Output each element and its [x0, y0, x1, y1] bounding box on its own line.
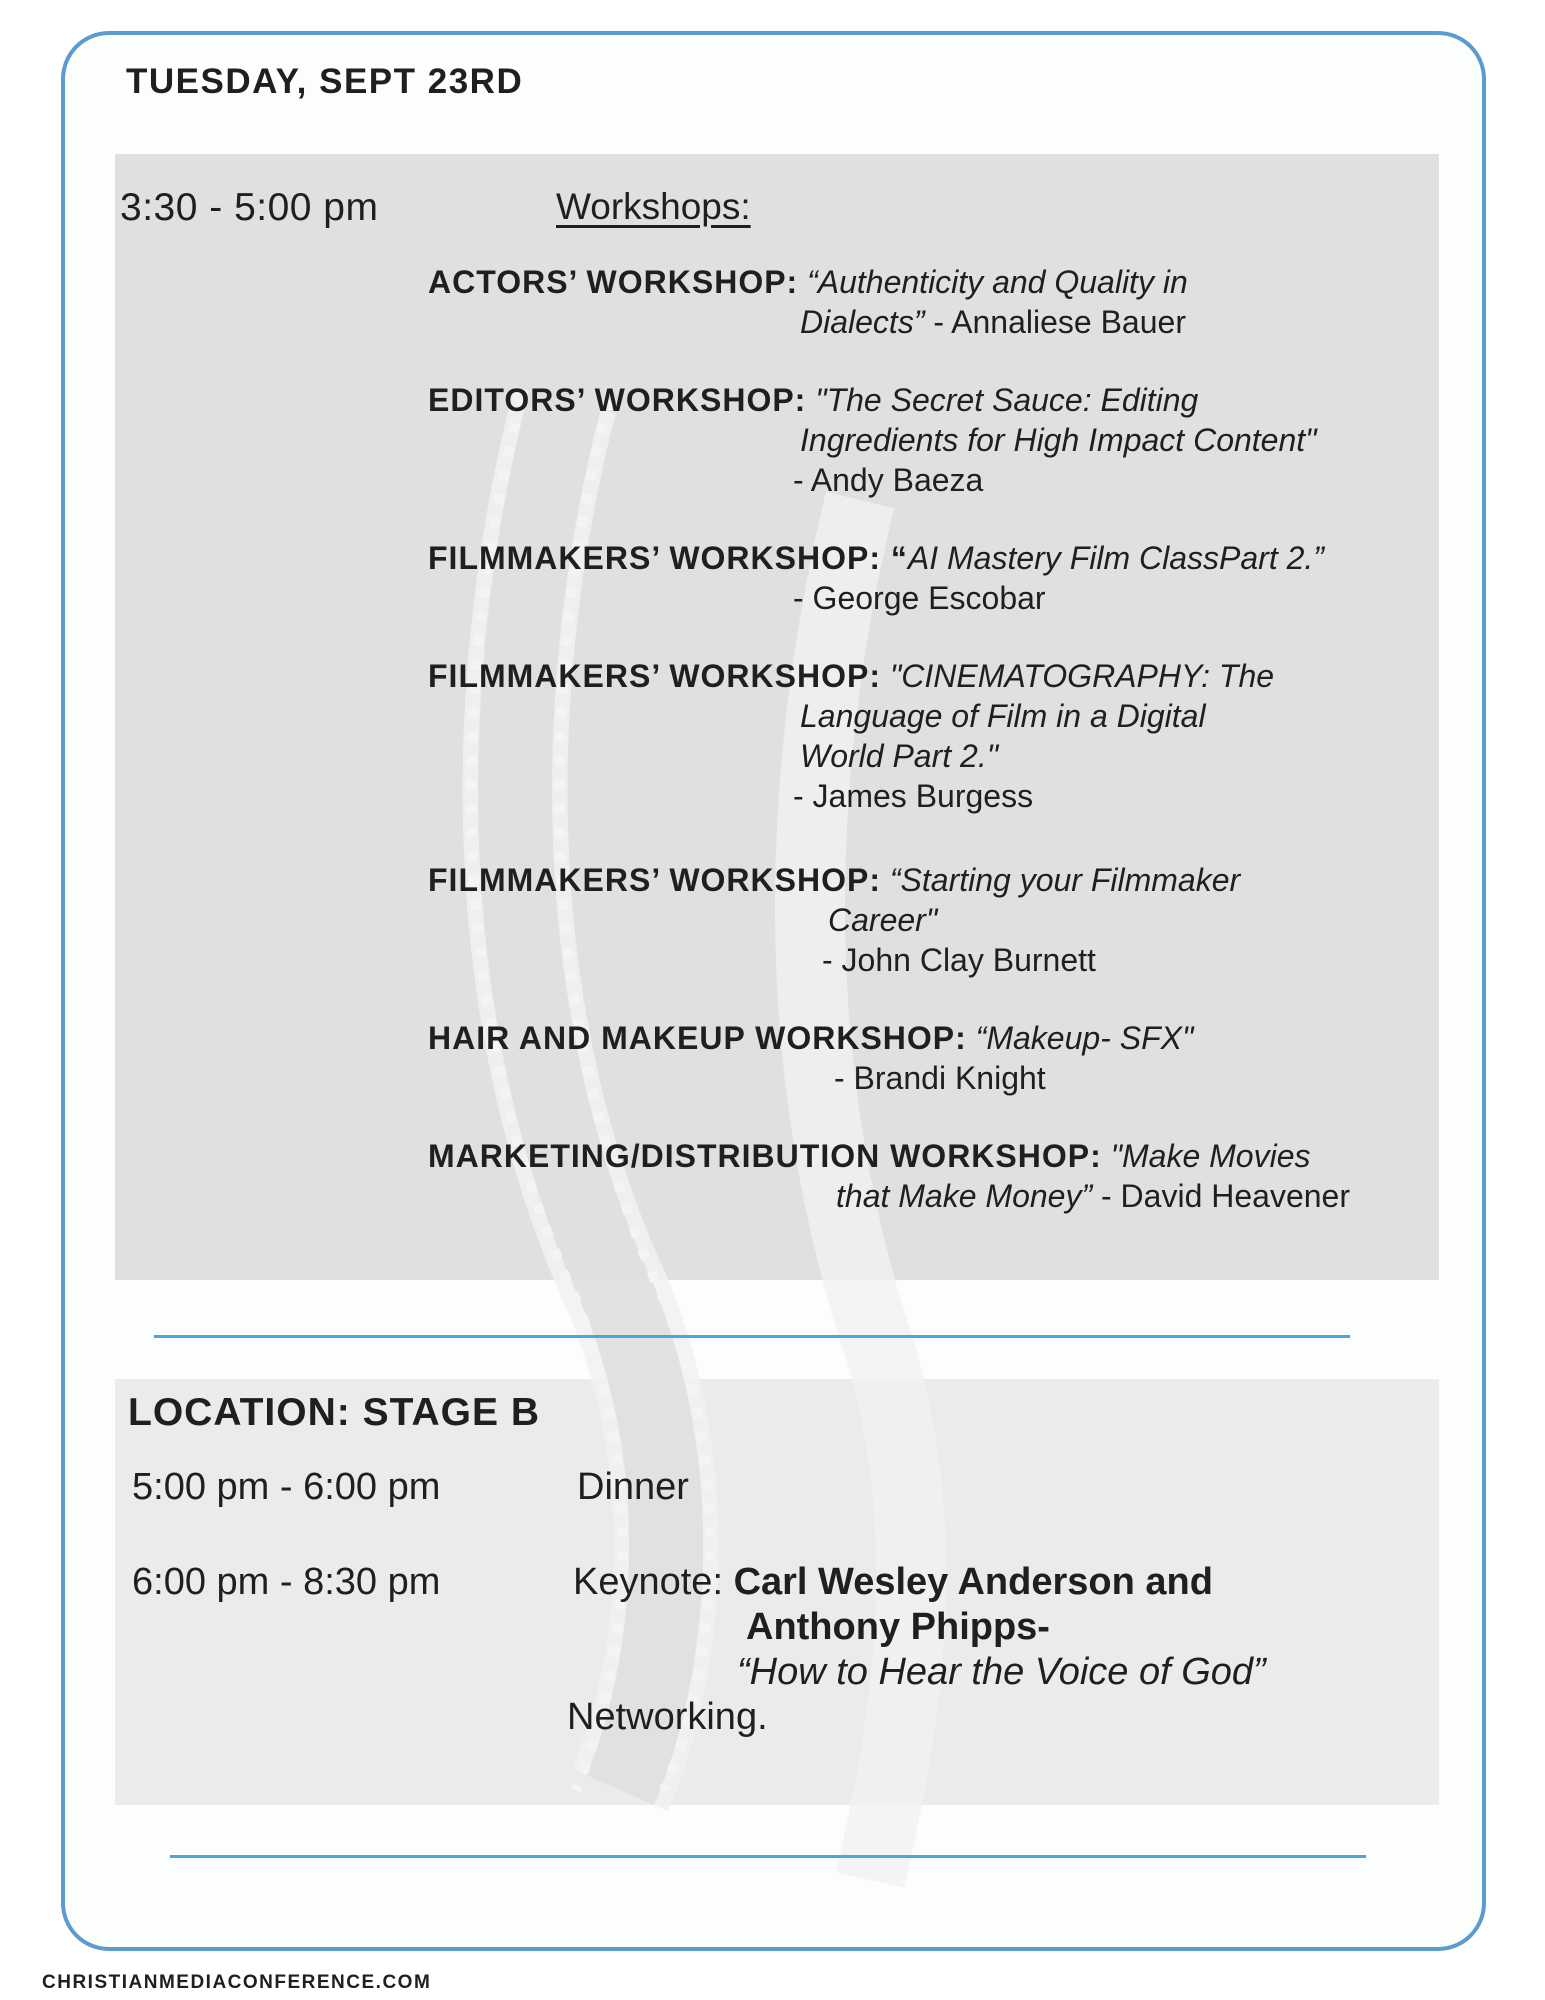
- workshop-item: [428, 380, 1198, 420]
- workshop-item-line: [800, 420, 1317, 460]
- workshop-presenter: - David Heavener: [1092, 1178, 1350, 1214]
- website-link[interactable]: CHRISTIANMEDIACONFERENCE.COM: [42, 1972, 432, 1993]
- workshop-topic: Dialects”: [800, 304, 925, 340]
- workshop-topic: Career": [828, 902, 938, 938]
- schedule-time: 5:00 pm - 6:00 pm: [132, 1466, 441, 1508]
- workshop-title: FILMMAKERS’ WORKSHOP:: [428, 658, 881, 694]
- workshop-topic: “Starting your Filmmaker: [889, 862, 1241, 898]
- workshop-presenter: - Brandi Knight: [834, 1060, 1046, 1096]
- workshop-presenter: - Andy Baeza: [793, 462, 984, 498]
- location-heading: LOCATION: STAGE B: [128, 1391, 541, 1434]
- workshop-presenter: - Annaliese Bauer: [924, 304, 1186, 340]
- workshop-topic: that Make Money”: [836, 1178, 1093, 1214]
- workshop-item: [428, 860, 1240, 900]
- workshop-item: [428, 1136, 1311, 1176]
- workshops-time: 3:30 - 5:00 pm: [120, 186, 379, 229]
- workshop-topic: Ingredients for High Impact Content": [800, 422, 1317, 458]
- workshop-topic: "Make Movies: [1110, 1138, 1311, 1174]
- workshop-item-line: [800, 736, 998, 776]
- workshop-presenter: - John Clay Burnett: [822, 942, 1096, 978]
- workshop-topic: Language of Film in a Digital: [800, 698, 1206, 734]
- workshops-heading: Workshops:: [556, 186, 751, 227]
- workshop-title: FILMMAKERS’ WORKSHOP: “: [428, 540, 908, 576]
- workshop-title: HAIR AND MAKEUP WORKSHOP:: [428, 1020, 967, 1056]
- workshop-item-line: [800, 302, 1186, 342]
- divider: [170, 1855, 1366, 1858]
- workshop-topic: "CINEMATOGRAPHY: The: [889, 658, 1275, 694]
- keynote-talk-title: “How to Hear the Voice of God”: [737, 1651, 1266, 1693]
- workshop-item: [428, 538, 1324, 578]
- keynote-speakers-line2: Anthony Phipps-: [746, 1606, 1050, 1648]
- keynote-speakers: Carl Wesley Anderson and: [733, 1561, 1213, 1603]
- networking-text: Networking.: [567, 1696, 768, 1738]
- workshop-title: FILMMAKERS’ WORKSHOP:: [428, 862, 881, 898]
- workshop-topic: “Makeup- SFX": [975, 1020, 1194, 1056]
- workshop-item: [428, 1018, 1193, 1058]
- schedule-time: 6:00 pm - 8:30 pm: [132, 1561, 441, 1603]
- divider: [154, 1335, 1350, 1338]
- workshops-panel: [115, 154, 1439, 1280]
- workshop-topic: “Authenticity and Quality in: [807, 264, 1188, 300]
- workshop-topic: World Part 2.": [800, 738, 999, 774]
- workshop-item: [428, 262, 1188, 302]
- day-title: TUESDAY, SEPT 23RD: [126, 62, 524, 101]
- workshop-item-line: [836, 1176, 1350, 1216]
- workshop-presenter: - James Burgess: [793, 778, 1034, 814]
- workshop-item: [428, 656, 1274, 696]
- workshop-item-line: [828, 900, 937, 940]
- schedule-event: [573, 1561, 1213, 1604]
- workshop-title: MARKETING/DISTRIBUTION WORKSHOP:: [428, 1138, 1102, 1174]
- workshop-title: ACTORS’ WORKSHOP:: [428, 264, 799, 300]
- workshop-topic: "The Secret Sauce: Editing: [815, 382, 1199, 418]
- keynote-label: Keynote:: [573, 1561, 734, 1603]
- schedule-event: Dinner: [577, 1466, 689, 1508]
- workshop-topic: AI Mastery Film ClassPart 2.”: [907, 540, 1324, 576]
- workshop-item-line: [800, 696, 1206, 736]
- workshop-presenter: - George Escobar: [793, 580, 1046, 616]
- workshop-title: EDITORS’ WORKSHOP:: [428, 382, 807, 418]
